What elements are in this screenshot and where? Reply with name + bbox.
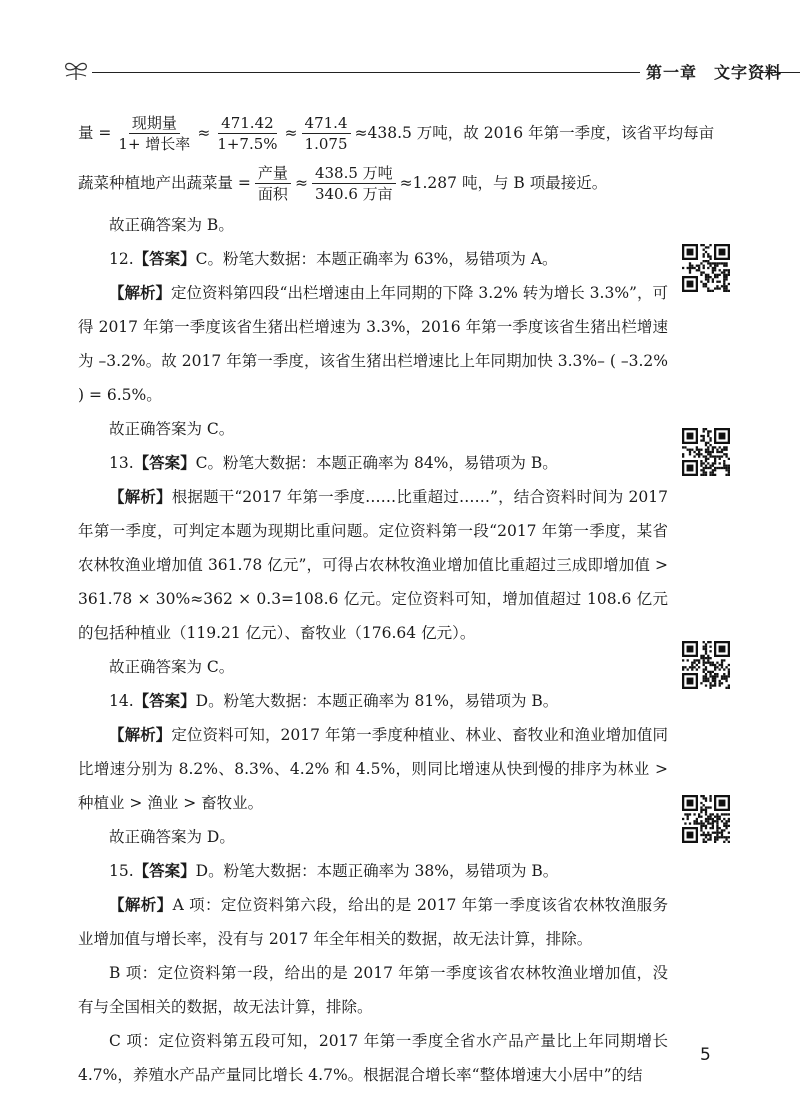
fraction [115, 113, 193, 154]
page-number: 5 [700, 1045, 711, 1065]
conclusion-q12: 故正确答案为 C。 [109, 420, 235, 438]
denominator: 340.6 万亩 [314, 184, 393, 203]
answer-q15 [78, 854, 668, 888]
qr-code-icon[interactable] [682, 244, 730, 292]
header-rule-left [92, 72, 640, 73]
formula-line-1 [78, 108, 715, 158]
analysis-q15-b: B 项：定位资料第一段，给出的是 2017 年第一季度该省农林牧渔业增加值，没有与全国相关的数据，故无法计算，排除。 [78, 964, 668, 1016]
analysis-text: 定位资料可知，2017 年第一季度种植业、林业、畜牧业和渔业增加值同比增速分别为 8.2%、8.3%、4.2% 和 4.5%，则同比增速从快到慢的排序为林业 > 种植业 > 渔业 > 畜牧业。 [78, 726, 668, 812]
numerator: 471.42 [218, 113, 277, 134]
fraction [312, 163, 396, 204]
analysis-q15-c: C 项：定位资料第五段可知，2017 年第一季度全省水产品产量比上年同期增长 4.7%，养殖水产品产量同比增长 4.7%。根据混合增长率“整体增速大小居中”的结 [78, 1032, 668, 1084]
formula-text: 量 = [78, 124, 112, 142]
page-header [62, 54, 783, 94]
fraction [214, 113, 280, 154]
answer-tag: 【答案】 [133, 691, 196, 710]
qr-code-icon[interactable] [682, 795, 730, 843]
numerator: 产量 [255, 163, 291, 184]
fraction [255, 163, 291, 204]
fraction [302, 113, 351, 154]
header-rule-right [760, 72, 800, 73]
analysis-q12 [78, 276, 668, 412]
analysis-tag: 【解析】 [109, 487, 172, 506]
sprout-leaf-icon [62, 56, 90, 82]
answer-tag: 【答案】 [133, 861, 196, 880]
conclusion-q14: 故正确答案为 D。 [109, 828, 235, 846]
analysis-text: A 项：定位资料第六段，给出的是 2017 年第一季度该省农林牧渔服务业增加值与增长率，没有与 2017 年全年相关的数据，故无法计算，排除。 [78, 896, 668, 948]
answer-q13 [78, 446, 668, 480]
denominator: 面积 [257, 184, 288, 203]
answer-text: C。粉笔大数据：本题正确率为 63%，易错项为 A。 [195, 250, 558, 268]
formula-text: ≈1.287 吨，与 B 项最接近。 [399, 174, 608, 192]
conclusion-q13: 故正确答案为 C。 [109, 658, 235, 676]
answer-text: D。粉笔大数据：本题正确率为 38%，易错项为 B。 [195, 862, 559, 880]
numerator: 现期量 [129, 113, 180, 134]
analysis-q13 [78, 480, 668, 650]
page-content [78, 108, 715, 1092]
conclusion-q11: 故正确答案为 B。 [109, 216, 234, 234]
approx-sign: ≈ [197, 124, 211, 142]
analysis-tag: 【解析】 [109, 725, 172, 744]
question-number: 15. [109, 862, 134, 880]
question-number: 12. [109, 250, 134, 268]
denominator: 1+ 增长率 [118, 134, 191, 153]
numerator: 438.5 万吨 [312, 163, 396, 184]
denominator: 1+7.5% [217, 134, 278, 153]
denominator: 1.075 [304, 134, 348, 153]
answer-tag: 【答案】 [133, 453, 196, 472]
answer-q12 [78, 242, 668, 276]
analysis-text: 定位资料第四段“出栏增速由上年同期的下降 3.2% 转为增长 3.3%”，可得 2017 年第一季度该省生猪出栏增速为 3.3%，2016 年第一季度该省生猪出栏增速为 –3.2%。故 2017 年第一季度，该省生猪出栏增速比上年同期加快 3.3%– ( –3.2% ) = 6.5%。 [78, 284, 668, 404]
approx-sign: ≈ [284, 124, 298, 142]
analysis-q14 [78, 718, 668, 820]
qr-code-icon[interactable] [682, 641, 730, 689]
analysis-q15 [78, 888, 668, 956]
answer-text: D。粉笔大数据：本题正确率为 81%，易错项为 B。 [195, 692, 559, 710]
approx-sign: ≈ [294, 174, 308, 192]
analysis-tag: 【解析】 [109, 283, 172, 302]
answer-q14 [78, 684, 668, 718]
question-number: 13. [109, 454, 134, 472]
answer-text: C。粉笔大数据：本题正确率为 84%，易错项为 B。 [195, 454, 558, 472]
formula-text: ≈438.5 万吨，故 2016 年第一季度，该省平均每亩 [354, 124, 715, 142]
numerator: 471.4 [302, 113, 351, 134]
chapter-title: 第一章 文字资料 [646, 63, 783, 82]
analysis-text: 根据题干“2017 年第一季度……比重超过……”，结合资料时间为 2017 年第一季度，可判定本题为现期比重问题。定位资料第一段“2017 年第一季度，某省农林牧渔业增加值 361.78 亿元”，可得占农林牧渔业增加值比重超过三成即增加值 > 361.78 × 30%≈362 × 0.3=108.6 亿元。定位资料可知，增加值超过 108.6 亿元的包括种植业（119.21 亿元）、畜牧业（176.64 亿元）。 [78, 488, 668, 642]
answer-tag: 【答案】 [133, 249, 196, 268]
question-number: 14. [109, 692, 134, 710]
qr-code-icon[interactable] [682, 428, 730, 476]
analysis-tag: 【解析】 [109, 895, 173, 914]
formula-text: 蔬菜种植地产出蔬菜量 = [78, 174, 251, 192]
formula-line-2 [78, 158, 668, 208]
